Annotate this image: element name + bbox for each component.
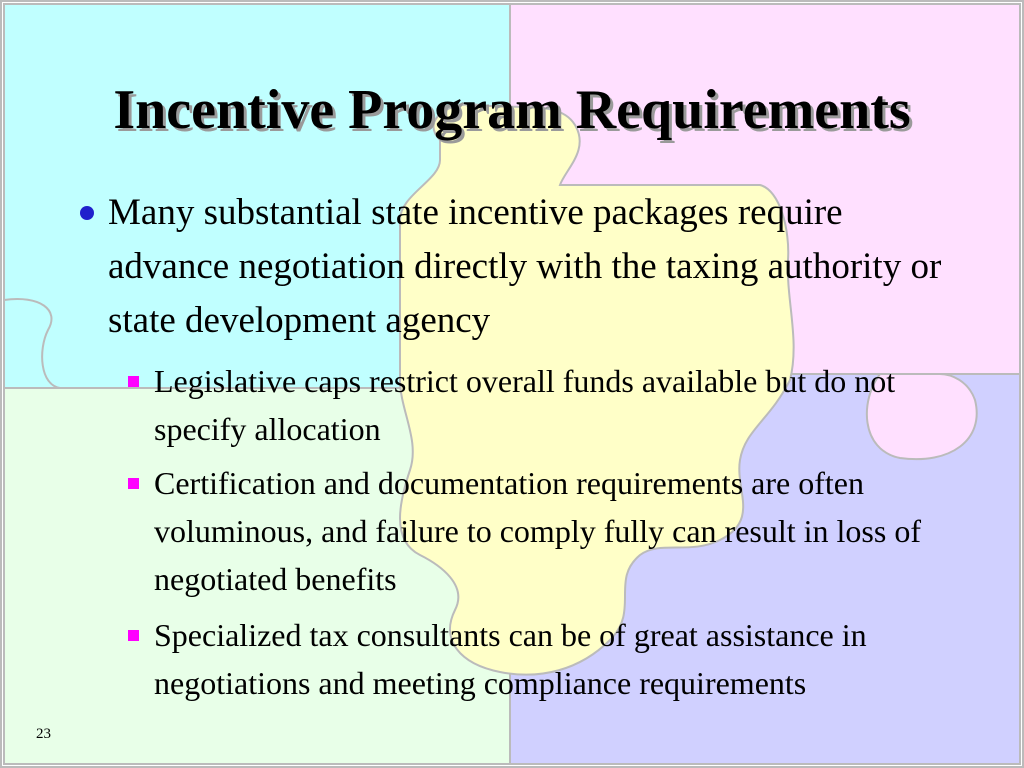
bullet-square-icon bbox=[128, 478, 139, 489]
bullet-dot-icon bbox=[80, 206, 94, 220]
sub-bullet-text: Legislative caps restrict overall funds available but do not specify allocation bbox=[154, 363, 896, 447]
sub-bullet-text: Certification and documentation requirements are often voluminous, and failure to comply fully can result in loss of negotiated benefits bbox=[154, 465, 921, 597]
bullet-square-icon bbox=[128, 630, 139, 641]
slide-number: 23 bbox=[36, 726, 51, 742]
slide-title: Incentive Program Requirements bbox=[113, 79, 911, 141]
bullet-square-icon bbox=[128, 376, 139, 387]
main-bullet-text: Many substantial state incentive packages require advance negotiation directly with the taxing authority or state development agency bbox=[108, 192, 942, 341]
sub-bullet-text: Specialized tax consultants can be of great assistance in negotiations and meeting compliance requirements bbox=[154, 617, 867, 701]
